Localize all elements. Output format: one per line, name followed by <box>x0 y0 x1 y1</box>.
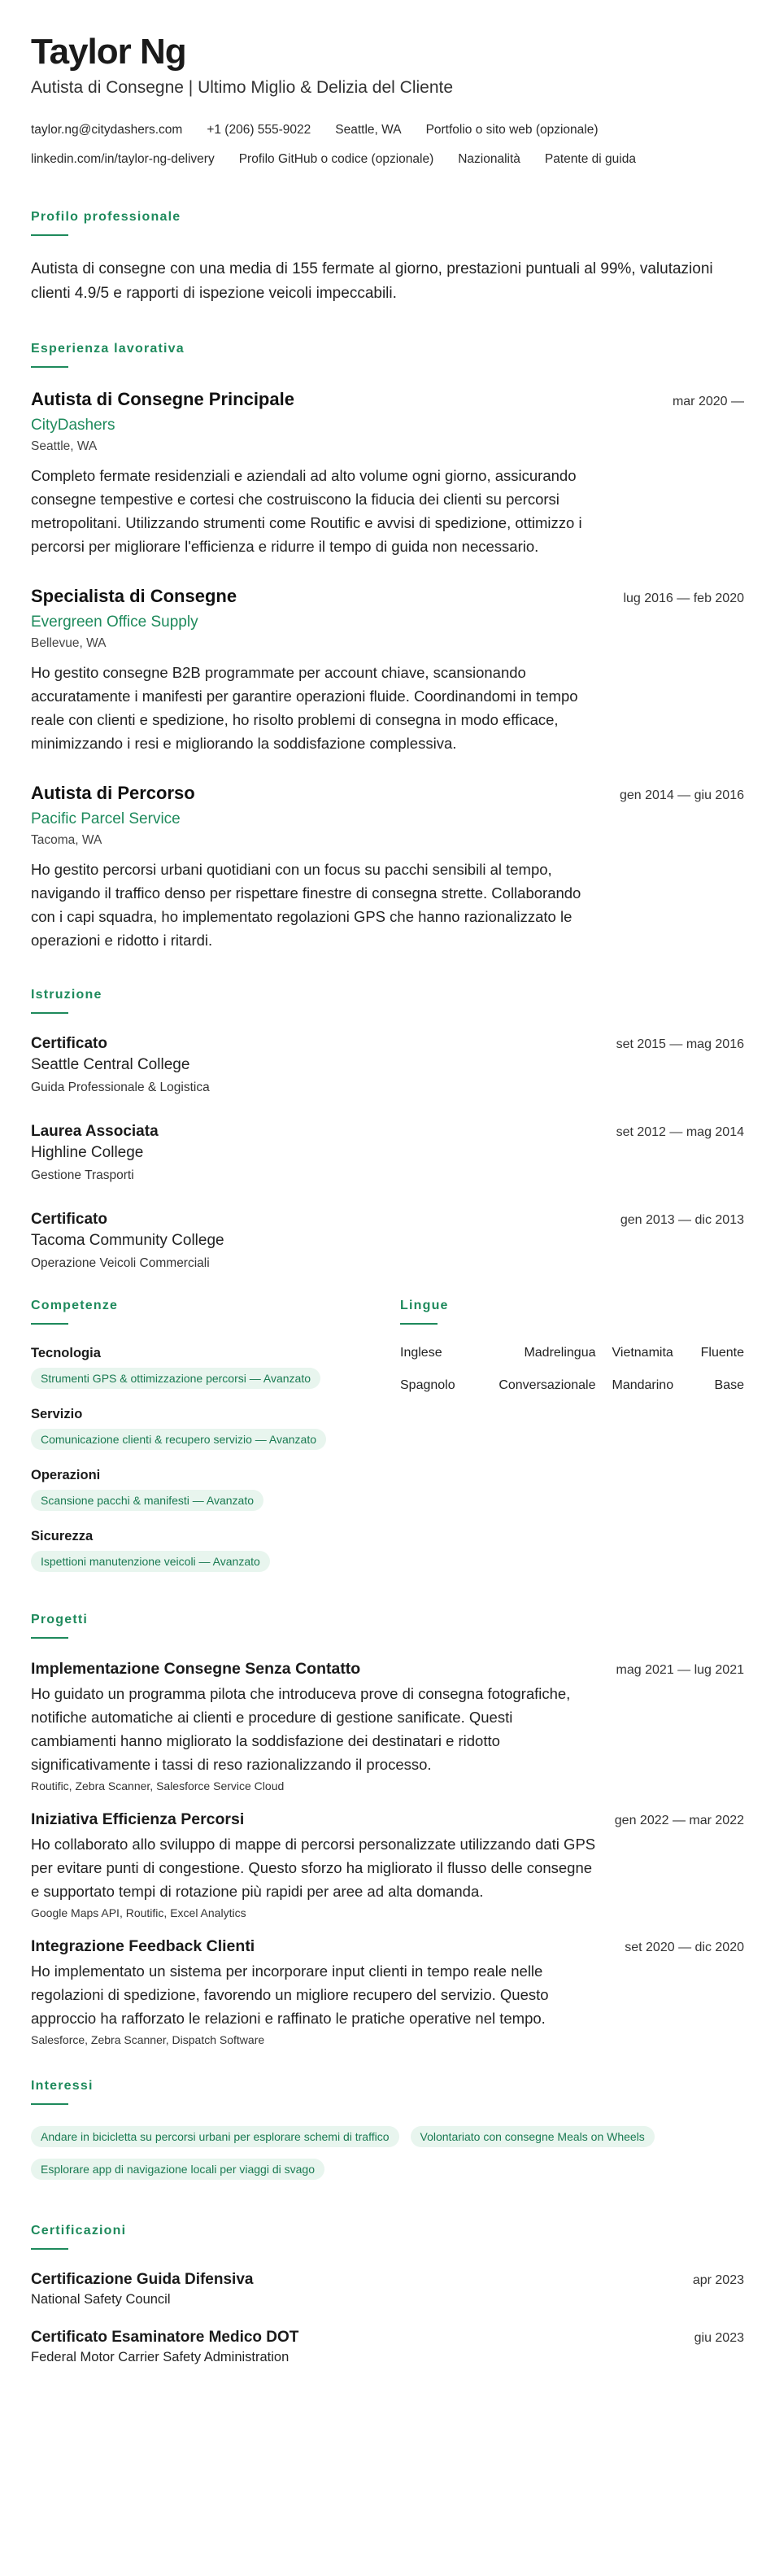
certification-entry <box>31 2271 744 2307</box>
certification-issuer: National Safety Council <box>31 2292 171 2307</box>
section-divider <box>31 1323 68 1325</box>
skill-tag: Strumenti GPS & ottimizzazione percorsi — Avanzato <box>31 1368 320 1389</box>
project-date: gen 2022 — mar 2022 <box>614 1814 744 1827</box>
project-tech: Salesforce, Zebra Scanner, Dispatch Software <box>31 2033 265 2046</box>
section-title: Competenze <box>31 1299 119 1312</box>
section-divider <box>400 1323 438 1325</box>
summary-text: Autista di consegne con una media di 155 fermate al giorno, prestazioni puntuali al 99%, valutazioni clienti 4.9/5 e rapporti di ispezione veicoli impeccabili. <box>31 260 713 302</box>
job-location: Bellevue, WA <box>31 636 107 650</box>
certification-name: Certificazione Guida Difensiva <box>31 2271 254 2288</box>
certification-date: giu 2023 <box>694 2331 744 2345</box>
language-name: Mandarino <box>612 1378 674 1392</box>
project-description: Ho implementato un sistema per incorporare input clienti in tempo reale nelle regolazioni di spedizione, favorendo un migliore recupero del servizio. Questo approccio ha rafforzato le relazioni e raffinato le pratiche operative nel tempo. <box>31 1963 549 2027</box>
education-date: set 2012 — mag 2014 <box>616 1125 744 1139</box>
job-description: Ho gestito consegne B2B programmate per account chiave, scansionando accuratamente i manifesti per garantire operazioni fluide. Coordinandomi in tempo reale con clienti e spedizione, ho risolto problemi di consegna in modo efficace, minimizzando i resi e migliorando la soddisfazione complessiva. <box>31 664 578 752</box>
education-degree: Laurea Associata <box>31 1123 159 1140</box>
language-row <box>400 1346 744 1378</box>
job-title: Specialista di Consegne <box>31 586 237 606</box>
section-title: Lingue <box>400 1299 449 1312</box>
skill-category: Operazioni <box>31 1468 101 1482</box>
skill-group <box>31 1529 400 1572</box>
job-company: Pacific Parcel Service <box>31 810 181 827</box>
skills-column <box>31 1299 400 1590</box>
job-location: Tacoma, WA <box>31 833 102 847</box>
project-tech: Google Maps API, Routific, Excel Analytics <box>31 1906 246 1919</box>
project-entry <box>31 1937 744 2046</box>
project-description: Ho collaborato allo sviluppo di mappe di percorsi personalizzate utilizzando dati GPS per evitare punti di congestione. Questo sforzo ha migliorato il flusso delle consegne e supportato tempi di rotazione più rapidi per aree ad alta domanda. <box>31 1836 596 1900</box>
skill-group <box>31 1346 400 1389</box>
job-date: gen 2014 — giu 2016 <box>619 788 744 802</box>
job-title: Autista di Consegne Principale <box>31 389 294 409</box>
language-level: Base <box>714 1378 744 1392</box>
summary-section <box>31 210 744 306</box>
interest-tag: Andare in bicicletta su percorsi urbani per esplorare schemi di traffico <box>31 2126 399 2147</box>
job-date: lug 2016 — feb 2020 <box>623 592 744 605</box>
section-divider <box>31 1012 68 1014</box>
education-entry <box>31 1035 744 1095</box>
education-degree: Certificato <box>31 1211 107 1228</box>
experience-section <box>31 342 744 952</box>
language-level: Fluente <box>700 1346 744 1360</box>
contact-linkedin[interactable]: linkedin.com/in/taylor-ng-delivery <box>31 152 215 166</box>
certification-entry <box>31 2329 744 2365</box>
section-title: Certificazioni <box>31 2224 127 2238</box>
project-description: Ho guidato un programma pilota che introduceva prove di consegna fotografiche, notifiche automatiche ai clienti e procedure di gestione sanificate. Questi cambiamenti hanno migliorato la soddisfazione dei destinatari e ridotto significativamente i tassi di reso razionalizzando il processo. <box>31 1685 571 1773</box>
certification-issuer: Federal Motor Carrier Safety Administration <box>31 2350 290 2364</box>
language-name: Spagnolo <box>400 1378 455 1392</box>
job-date: mar 2020 — <box>672 395 744 408</box>
interests-section <box>31 2079 744 2191</box>
project-date: set 2020 — dic 2020 <box>625 1941 744 1954</box>
job-entry <box>31 783 744 952</box>
education-section <box>31 988 744 1271</box>
job-company: Evergreen Office Supply <box>31 613 198 631</box>
job-company: CityDashers <box>31 417 115 434</box>
education-field: Guida Professionale & Logistica <box>31 1081 210 1094</box>
skill-category: Servizio <box>31 1407 83 1421</box>
project-title: Integrazione Feedback Clienti <box>31 1937 255 1955</box>
contact-portfolio[interactable]: Portfolio o sito web (opzionale) <box>425 123 599 137</box>
certifications-section <box>31 2224 744 2365</box>
section-divider <box>31 366 68 368</box>
education-entry <box>31 1211 744 1271</box>
job-description: Ho gestito percorsi urbani quotidiani con un focus su pacchi sensibili al tempo, navigando il traffico denso per rispettare finestre di consegna strette. Collaborando con i capi squadra, ho implementato regolazioni GPS che hanno razionalizzato le operazioni e ridotto i ritardi. <box>31 861 581 949</box>
interests-list <box>31 2126 744 2191</box>
section-divider <box>31 1637 68 1639</box>
skill-category: Tecnologia <box>31 1346 101 1360</box>
education-school: Seattle Central College <box>31 1056 190 1073</box>
skill-tag: Ispettioni manutenzione veicoli — Avanzato <box>31 1551 270 1572</box>
certification-date: apr 2023 <box>692 2273 744 2287</box>
language-level: Conversazionale <box>499 1378 596 1392</box>
languages-table <box>400 1346 744 1411</box>
education-field: Operazione Veicoli Commerciali <box>31 1256 210 1270</box>
section-divider <box>31 2248 68 2250</box>
job-entry <box>31 586 744 755</box>
education-date: set 2015 — mag 2016 <box>616 1037 744 1051</box>
skills-languages-section <box>31 1299 744 1590</box>
interest-tag: Esplorare app di navigazione locali per viaggi di svago <box>31 2159 324 2180</box>
job-description: Completo fermate residenziali e aziendali ad alto volume ogni giorno, assicurando consegne tempestive e cortesi che costruiscono la fiducia dei clienti su percorsi metropolitani. Utilizzando strumenti come Routific e avvisi di spedizione, ottimizzo i percorsi per migliorare l'efficienza e ridurre il tempo di guida non necessario. <box>31 467 582 555</box>
section-divider <box>31 2103 68 2105</box>
contact-list <box>31 116 744 174</box>
section-divider <box>31 234 68 236</box>
section-title: Interessi <box>31 2079 94 2093</box>
project-entry <box>31 1660 744 1792</box>
language-name: Inglese <box>400 1346 442 1360</box>
section-title: Progetti <box>31 1613 89 1626</box>
project-entry <box>31 1810 744 1919</box>
skill-tag: Scansione pacchi & manifesti — Avanzato <box>31 1490 263 1511</box>
certification-name: Certificato Esaminatore Medico DOT <box>31 2329 299 2346</box>
project-tech: Routific, Zebra Scanner, Salesforce Service Cloud <box>31 1779 285 1792</box>
section-title: Istruzione <box>31 988 102 1002</box>
skill-group <box>31 1407 400 1450</box>
contact-phone[interactable]: +1 (206) 555-9022 <box>207 123 311 137</box>
education-field: Gestione Trasporti <box>31 1168 134 1182</box>
resume-header <box>31 31 744 174</box>
education-school: Tacoma Community College <box>31 1232 224 1249</box>
job-title: Autista di Percorso <box>31 783 195 803</box>
skill-group <box>31 1468 400 1511</box>
candidate-headline: Autista di Consegne | Ultimo Miglio & Delizia del Cliente <box>31 78 454 97</box>
language-name: Vietnamita <box>612 1346 673 1360</box>
language-row <box>400 1378 744 1411</box>
skill-category: Sicurezza <box>31 1529 94 1543</box>
project-date: mag 2021 — lug 2021 <box>616 1663 744 1677</box>
project-title: Iniziativa Efficienza Percorsi <box>31 1810 245 1828</box>
education-date: gen 2013 — dic 2013 <box>620 1213 744 1227</box>
languages-column <box>400 1299 744 1590</box>
contact-github[interactable]: Profilo GitHub o codice (opzionale) <box>238 152 434 166</box>
education-school: Highline College <box>31 1144 144 1161</box>
contact-location: Seattle, WA <box>335 123 402 137</box>
education-degree: Certificato <box>31 1035 107 1052</box>
section-title: Profilo professionale <box>31 210 181 224</box>
job-location: Seattle, WA <box>31 439 98 453</box>
project-title: Implementazione Consegne Senza Contatto <box>31 1660 361 1678</box>
contact-driving-license: Patente di guida <box>544 152 636 166</box>
section-title: Esperienza lavorativa <box>31 342 185 356</box>
interest-tag: Volontariato con consegne Meals on Wheels <box>411 2126 655 2147</box>
skill-tag: Comunicazione clienti & recupero servizio — Avanzato <box>31 1429 326 1450</box>
job-entry <box>31 389 744 558</box>
candidate-name: Taylor Ng <box>31 32 186 72</box>
contact-nationality: Nazionalità <box>458 152 520 166</box>
contact-email[interactable]: taylor.ng@citydashers.com <box>31 123 183 137</box>
education-entry <box>31 1123 744 1183</box>
projects-section <box>31 1613 744 2046</box>
language-level: Madrelingua <box>524 1346 596 1360</box>
